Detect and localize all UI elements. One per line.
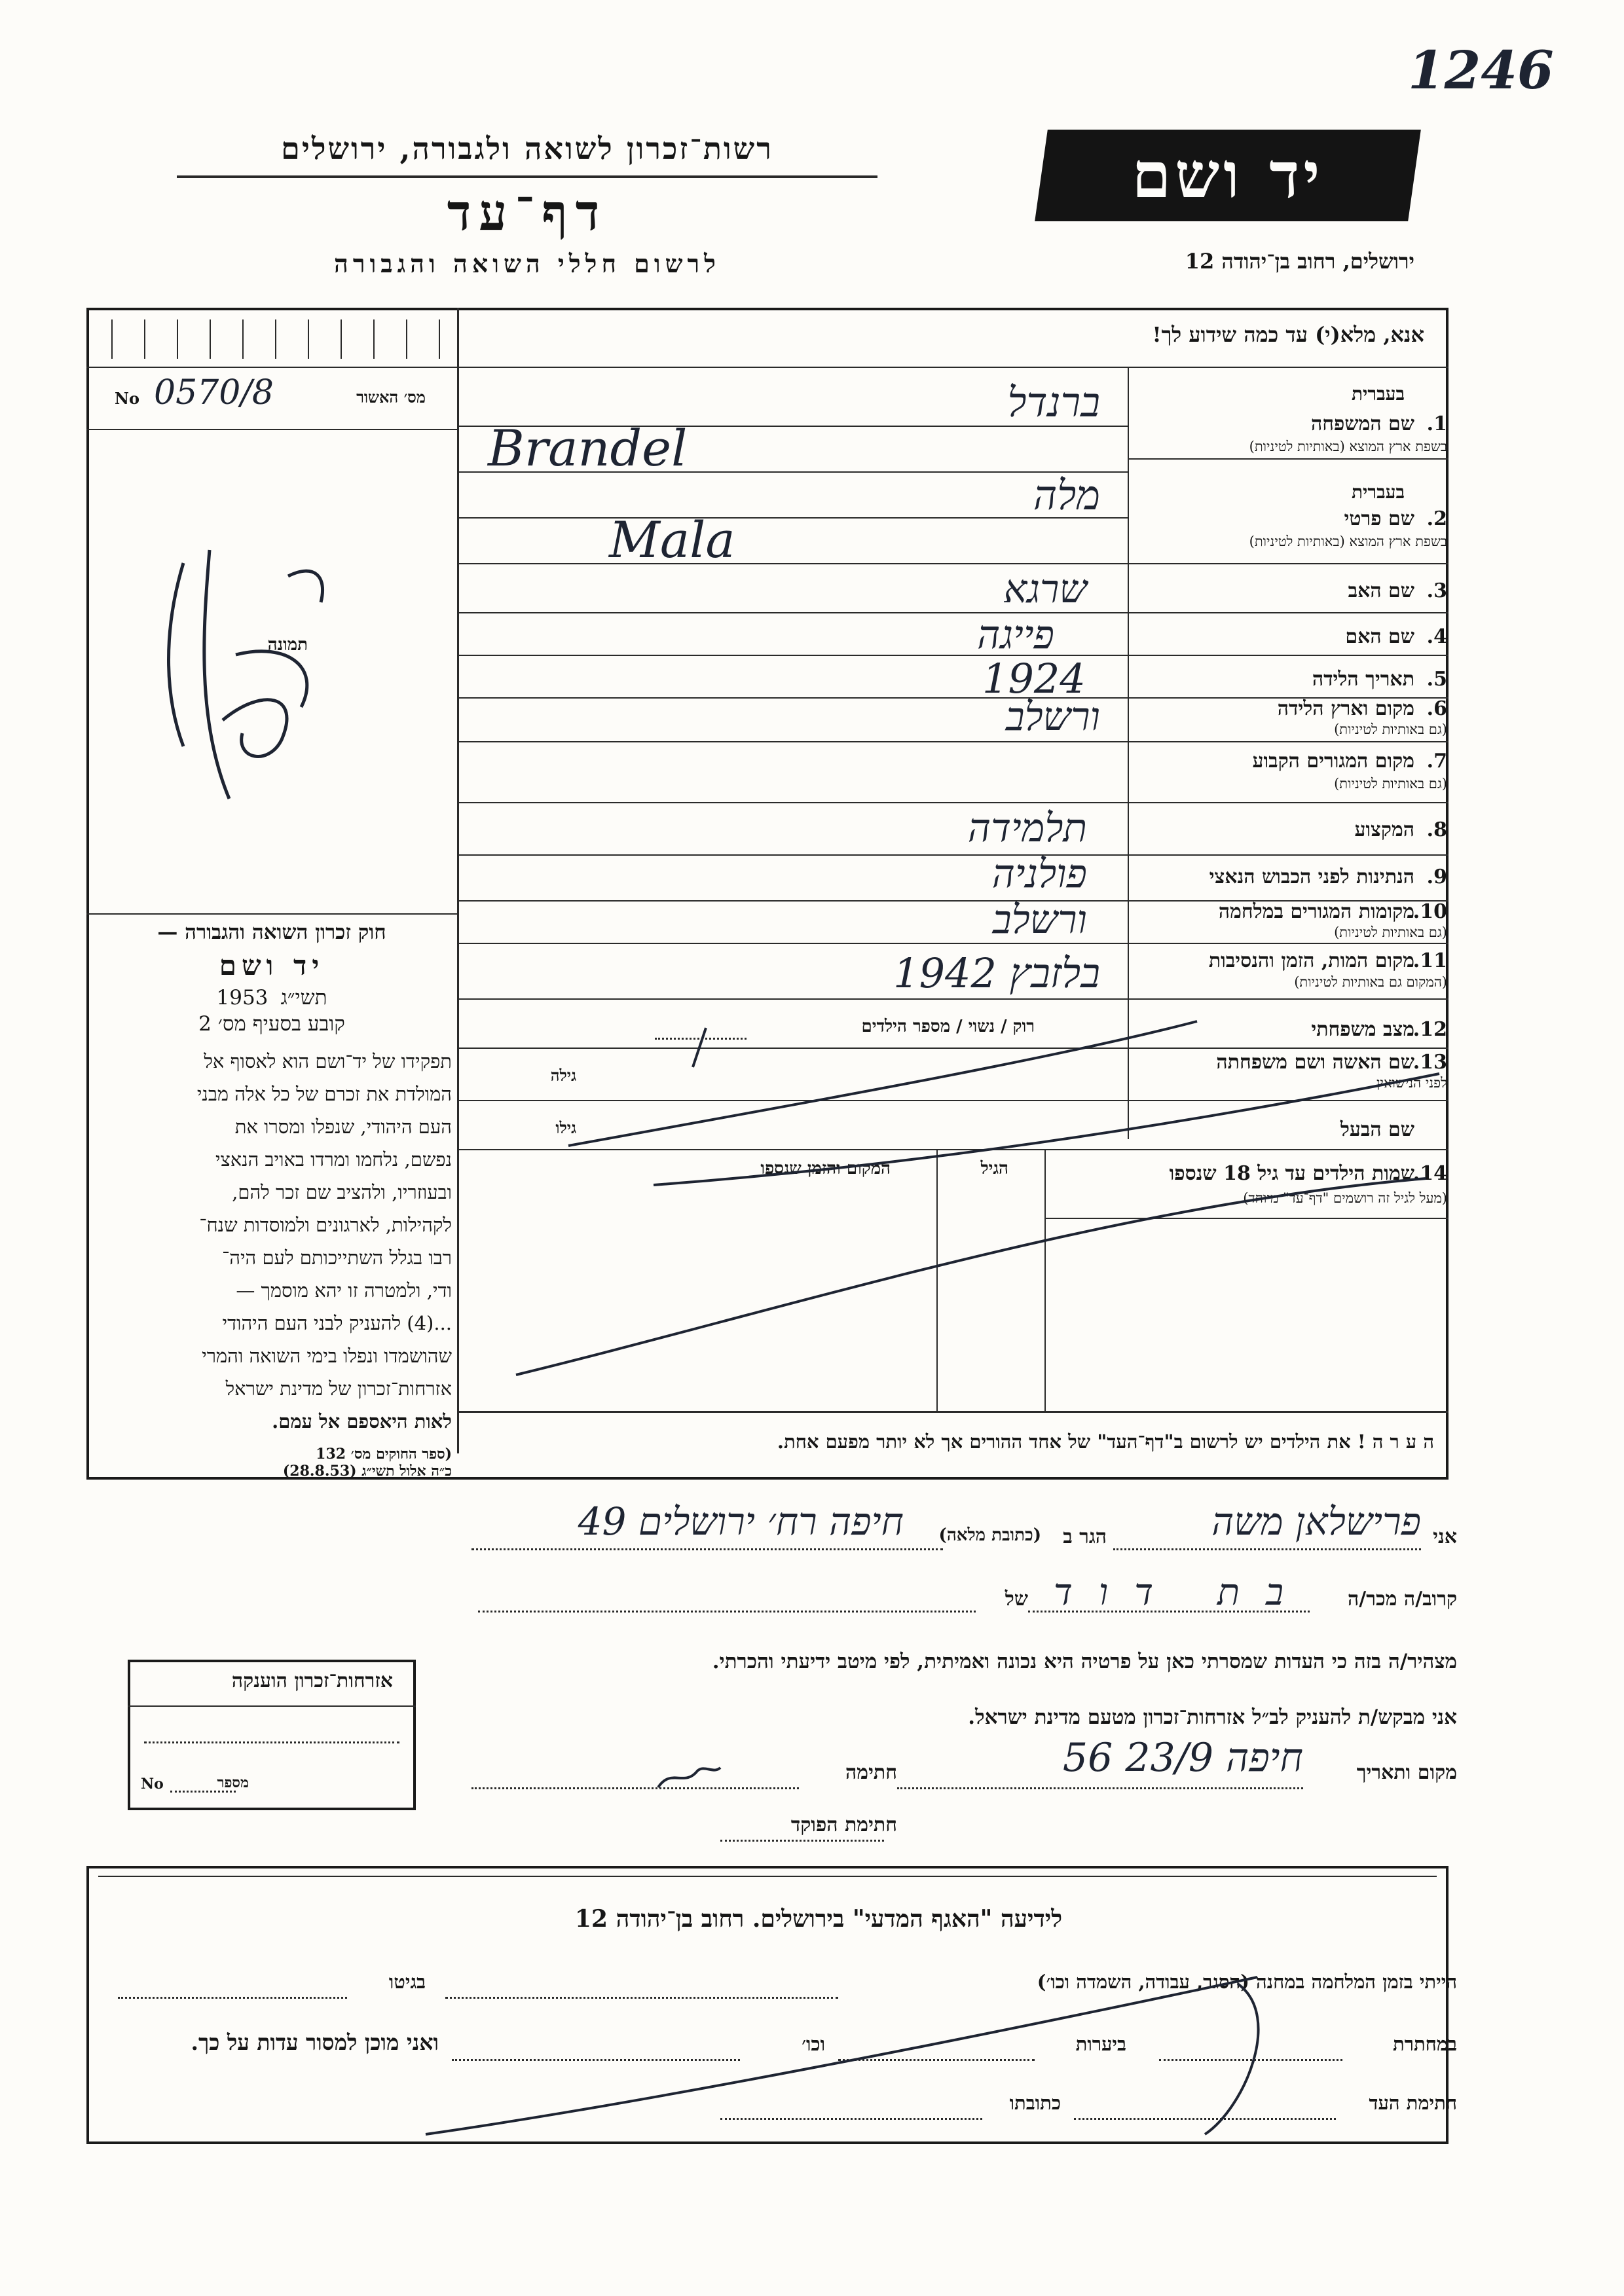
citizenship-box-number-line [170, 1791, 236, 1793]
law-clause: קובע בסעיף מס׳ 2 [198, 1012, 345, 1036]
field-4-label: שם האם [1345, 625, 1414, 648]
tick [275, 319, 276, 359]
field-14-col-age: הגיל [980, 1159, 1008, 1178]
field-2-label: שם פרטי [1344, 507, 1414, 530]
field-1-divider [1128, 458, 1449, 460]
law-title: חוק זכרון השואה והגבורה — [157, 920, 386, 944]
footer-line2-a: במחתרת [1393, 2033, 1457, 2055]
citizenship-box-no: No [141, 1776, 164, 1793]
field-3-value: שרגא [1003, 566, 1087, 612]
field-10-sub: (גם באותיות לטיניות) [1334, 924, 1447, 940]
row-line [457, 802, 1449, 803]
field-3-number: 3. [1426, 579, 1447, 602]
decl-official-line [720, 1840, 884, 1842]
decl-address-value: חיפה רח׳ ירושלים 49 [578, 1499, 904, 1544]
field-2-latin-value: Mala [609, 511, 735, 569]
field-2-divider [1128, 563, 1449, 564]
tick [177, 319, 178, 359]
field-6-value: ורשלב [1005, 694, 1100, 740]
photo-signature-scribble [157, 524, 354, 825]
strike-lines [457, 995, 1449, 1414]
intro-underline [457, 367, 1449, 368]
law-text-line: לאות היאספם אל עמם. [272, 1410, 452, 1432]
field-13-age-label: גילה [550, 1066, 576, 1085]
registration-prefix: No [115, 389, 139, 408]
husband-age-label: גילו [555, 1118, 576, 1137]
field-2-in-hebrew: בעברית [1351, 481, 1405, 503]
form-purpose: לרשום חללי השואה והגבורה [334, 249, 720, 278]
decl-lives-label: הגר ב [1063, 1525, 1107, 1548]
law-text-line: העם היהודי, שנפלו ומסרו את [234, 1116, 452, 1138]
org-name: רשות־זכרון לשואה ולגבורה, ירושלים [281, 131, 773, 166]
law-text-line: שהושמדו ונפלו בימי השואה והמרי [202, 1345, 452, 1367]
decl-official-signature-label: חתימת הפוקד [790, 1813, 897, 1836]
registration-label: מס׳ האשור [356, 388, 426, 407]
row-line [457, 563, 1128, 564]
field-11-number: 11. [1412, 949, 1447, 972]
law-text-line: תפקידו של יד־ושם הוא לאסוף אל [204, 1050, 452, 1072]
footer-line2-c: וכו׳ [802, 2033, 825, 2055]
law-source: (ספר החוקים מס׳ 132 [316, 1446, 452, 1463]
law-text [92, 1045, 452, 1438]
field-9-value: פולניה [991, 851, 1087, 897]
field-6-label: מקום וארץ הלידה [1277, 697, 1414, 720]
field-6-sub: (גם באותיות לטיניות) [1334, 721, 1447, 737]
decl-signature-scribble [655, 1761, 727, 1794]
form-title: דף־עד [447, 183, 608, 242]
decl-relative-label: קרוב/ה מכר/ה [1348, 1588, 1457, 1611]
field-2-sub: בשפת ארץ המוצא (באותיות לטיניות) [1249, 534, 1447, 549]
field-1-number: 1. [1426, 412, 1447, 435]
law-box-top [86, 913, 457, 915]
field-3-label: שם האב [1348, 579, 1414, 602]
citizenship-box-title-line [128, 1705, 416, 1707]
field-9-label: הנתינות לפני הכבוש הנאצי [1209, 866, 1414, 888]
field-7-number: 7. [1426, 750, 1447, 773]
registration-line [86, 429, 457, 430]
field-11-value: בלזבץ 1942 [893, 949, 1100, 997]
field-2-hebrew-value: מלה [1033, 471, 1100, 519]
footer-line1-end [118, 1997, 347, 1999]
footer-line1-a: הייתי בזמן המלחמה במחנה (הסגר, עבודה, השמדה וכו׳) [1037, 1971, 1457, 1993]
field-13-label: שם האשה ושם משפחתה [1216, 1051, 1414, 1074]
form-note: ה ע ר ה ! את הילדים יש לרשום ב"דף־העד" של אחד ההורים אך לא יותר מפעם אחת. [777, 1430, 1434, 1453]
decl-i-label: אני [1433, 1525, 1457, 1548]
footer-line3-a: חתימת העד [1369, 2092, 1457, 2114]
field-2-number: 2. [1426, 507, 1447, 530]
field-1-latin-value: Brandel [488, 419, 688, 477]
law-source-date: כ״ה אלול תשי״ג (28.8.53) [282, 1463, 452, 1480]
decl-relation-line [1028, 1611, 1310, 1613]
decl-signature-label: חתימה [845, 1761, 897, 1784]
husband-label: שם הבעל [1340, 1118, 1414, 1141]
decl-request: אני מבקש/ת להעניק לב״ל אזרחות־זכרון מטעם מדינת ישראל. [968, 1705, 1457, 1729]
field-5-number: 5. [1426, 668, 1447, 691]
form-intro: אנא, מלא(י) עד כמה שידוע לך! [1152, 322, 1424, 347]
field-8-number: 8. [1426, 818, 1447, 841]
tick [210, 319, 211, 359]
field-11-label: מקום המות, הזמן והנסיבות [1208, 949, 1414, 972]
footer-line3-b: כתובתו [1009, 2092, 1061, 2114]
law-text-line: המולדת את זכרם של כל אלה מבני [196, 1083, 452, 1105]
registration-number: 0570/8 [154, 373, 274, 412]
field-6-number: 6. [1426, 697, 1447, 720]
logo-text: יד ושם [1132, 138, 1324, 212]
field-1-label: שם המשפחה [1310, 412, 1414, 435]
law-year: 1953 [216, 986, 268, 1010]
law-name: יד ושם [219, 949, 325, 981]
field-1-in-hebrew: בעברית [1351, 383, 1405, 405]
tick [373, 319, 375, 359]
decl-place-date-line [897, 1787, 1303, 1789]
citizenship-box-line [144, 1741, 399, 1743]
decl-place-date-label: מקום ותאריך [1356, 1761, 1457, 1784]
law-text-line: אזרחות־זכרון של מדינת ישראל [225, 1377, 452, 1400]
decl-statement: מצהיר/ה בזה כי העדות שמסרתי כאן על פרטיה היא נכונה ואמיתית, לפי מיטב ידיעתי והכרתי. [712, 1650, 1457, 1673]
row-line [457, 741, 1449, 742]
field-13-sub: לפני הנישואין [1376, 1075, 1447, 1091]
law-year-hebrew: תשי״ג [280, 986, 327, 1010]
photo-label: תמונה [267, 635, 308, 655]
decl-name-value: פרישלאן משה [1211, 1499, 1421, 1544]
field-14-col-place: המקום והזמן שנספו [760, 1159, 891, 1178]
decl-address-line [471, 1548, 943, 1550]
law-text-line: ודי, ולמטרה זו יהא מוסמך — [236, 1279, 452, 1302]
field-14-number: 14. [1412, 1162, 1447, 1185]
field-8-value: תלמידה [967, 805, 1087, 851]
footer-line1-b: בגיטו [388, 1971, 426, 1993]
law-text-line: לקהילות, לארגונים ולמוסדות שנח־ [199, 1214, 452, 1236]
page-number: 1246 [1408, 39, 1554, 101]
footer-title: לידיעה "האגף המדעי" בירושלים. רחוב בן־יהודה 12 [574, 1905, 1063, 1933]
tick [242, 319, 244, 359]
yad-vashem-logo [1035, 130, 1421, 221]
field-10-label: מקומות המגורים במלחמה [1218, 900, 1414, 923]
field-7-sub: (גם באותיות לטיניות) [1334, 776, 1447, 792]
row-line [457, 943, 1449, 944]
decl-relation-value: בת דוד [1053, 1571, 1310, 1614]
citizenship-box-number-label: מספר [217, 1774, 249, 1791]
decl-name-line [1113, 1548, 1421, 1550]
citizenship-box-title: אזרחות־זכרון הוענקה [231, 1669, 393, 1692]
field-11-sub: (המקום גם באותיות לטיניות) [1294, 974, 1447, 990]
footer-line2-b: ביערות [1075, 2033, 1126, 2055]
footer-line2-d: ואני מוכן למסור עדות על כך. [191, 2030, 439, 2055]
tick [406, 319, 407, 359]
yad-vashem-address: ירושלים, רחוב בן־יהודה 12 [1185, 249, 1414, 274]
law-text-line: ...(4) להעניק לבני העם היהודי [222, 1312, 452, 1334]
field-14-label: שמות הילדים עד גיל 18 שנספו [1169, 1162, 1414, 1185]
field-8-label: המקצוע [1354, 818, 1414, 841]
field-13-number: 13. [1412, 1051, 1447, 1074]
field-7-label: מקום המגורים הקבוע [1252, 750, 1414, 773]
law-box [92, 917, 452, 1480]
decl-place-date-value: חיפה 23/9 56 [1062, 1735, 1303, 1781]
field-14-sub: (מעל לגיל זה רושמים "דף־עד" מיוחד) [1243, 1190, 1447, 1206]
tick [308, 319, 309, 359]
org-underline [177, 175, 877, 178]
law-year-row [92, 986, 452, 1010]
decl-signature-line [471, 1787, 799, 1789]
field-5-value: 1924 [982, 655, 1086, 702]
field-5-label: תאריך הלידה [1312, 668, 1414, 691]
field-1-sub: בשפת ארץ המוצא (באותיות לטיניות) [1249, 439, 1447, 454]
tick [439, 319, 440, 359]
law-text-line: נפשם, נלחמו ומרדו באויב הנאצי [215, 1148, 452, 1171]
field-12-label: מצב משפחתי [1311, 1018, 1414, 1041]
decl-address-label: (כתובת מלאה) [938, 1525, 1041, 1545]
tick [144, 319, 145, 359]
registration-ticks [98, 313, 452, 364]
decl-of-line [478, 1611, 976, 1613]
field-4-number: 4. [1426, 625, 1447, 648]
tick [341, 319, 342, 359]
field-1-hebrew-value: ברנדל [1007, 378, 1100, 426]
field-9-number: 9. [1426, 866, 1447, 888]
field-10-number: 10. [1412, 900, 1447, 923]
field-12-marital-options: רוק / נשוי / מספר הילדים [861, 1017, 1035, 1036]
law-text-line: ובעוזריו, ולהציב שם זכר להם, [232, 1181, 452, 1203]
footer-strike-lines [393, 1938, 1310, 2154]
tick [111, 319, 113, 359]
decl-of-label: של [1005, 1588, 1028, 1611]
field-4-value: פייגה [977, 612, 1054, 658]
field-12-number: 12. [1412, 1018, 1447, 1041]
footer-inner-line [98, 1876, 1437, 1877]
field-10-value: ורשלב [992, 897, 1087, 943]
law-text-line: רבו בגלל השתייכותם לעם היה־ [222, 1247, 452, 1269]
registration-top-line [86, 367, 457, 368]
